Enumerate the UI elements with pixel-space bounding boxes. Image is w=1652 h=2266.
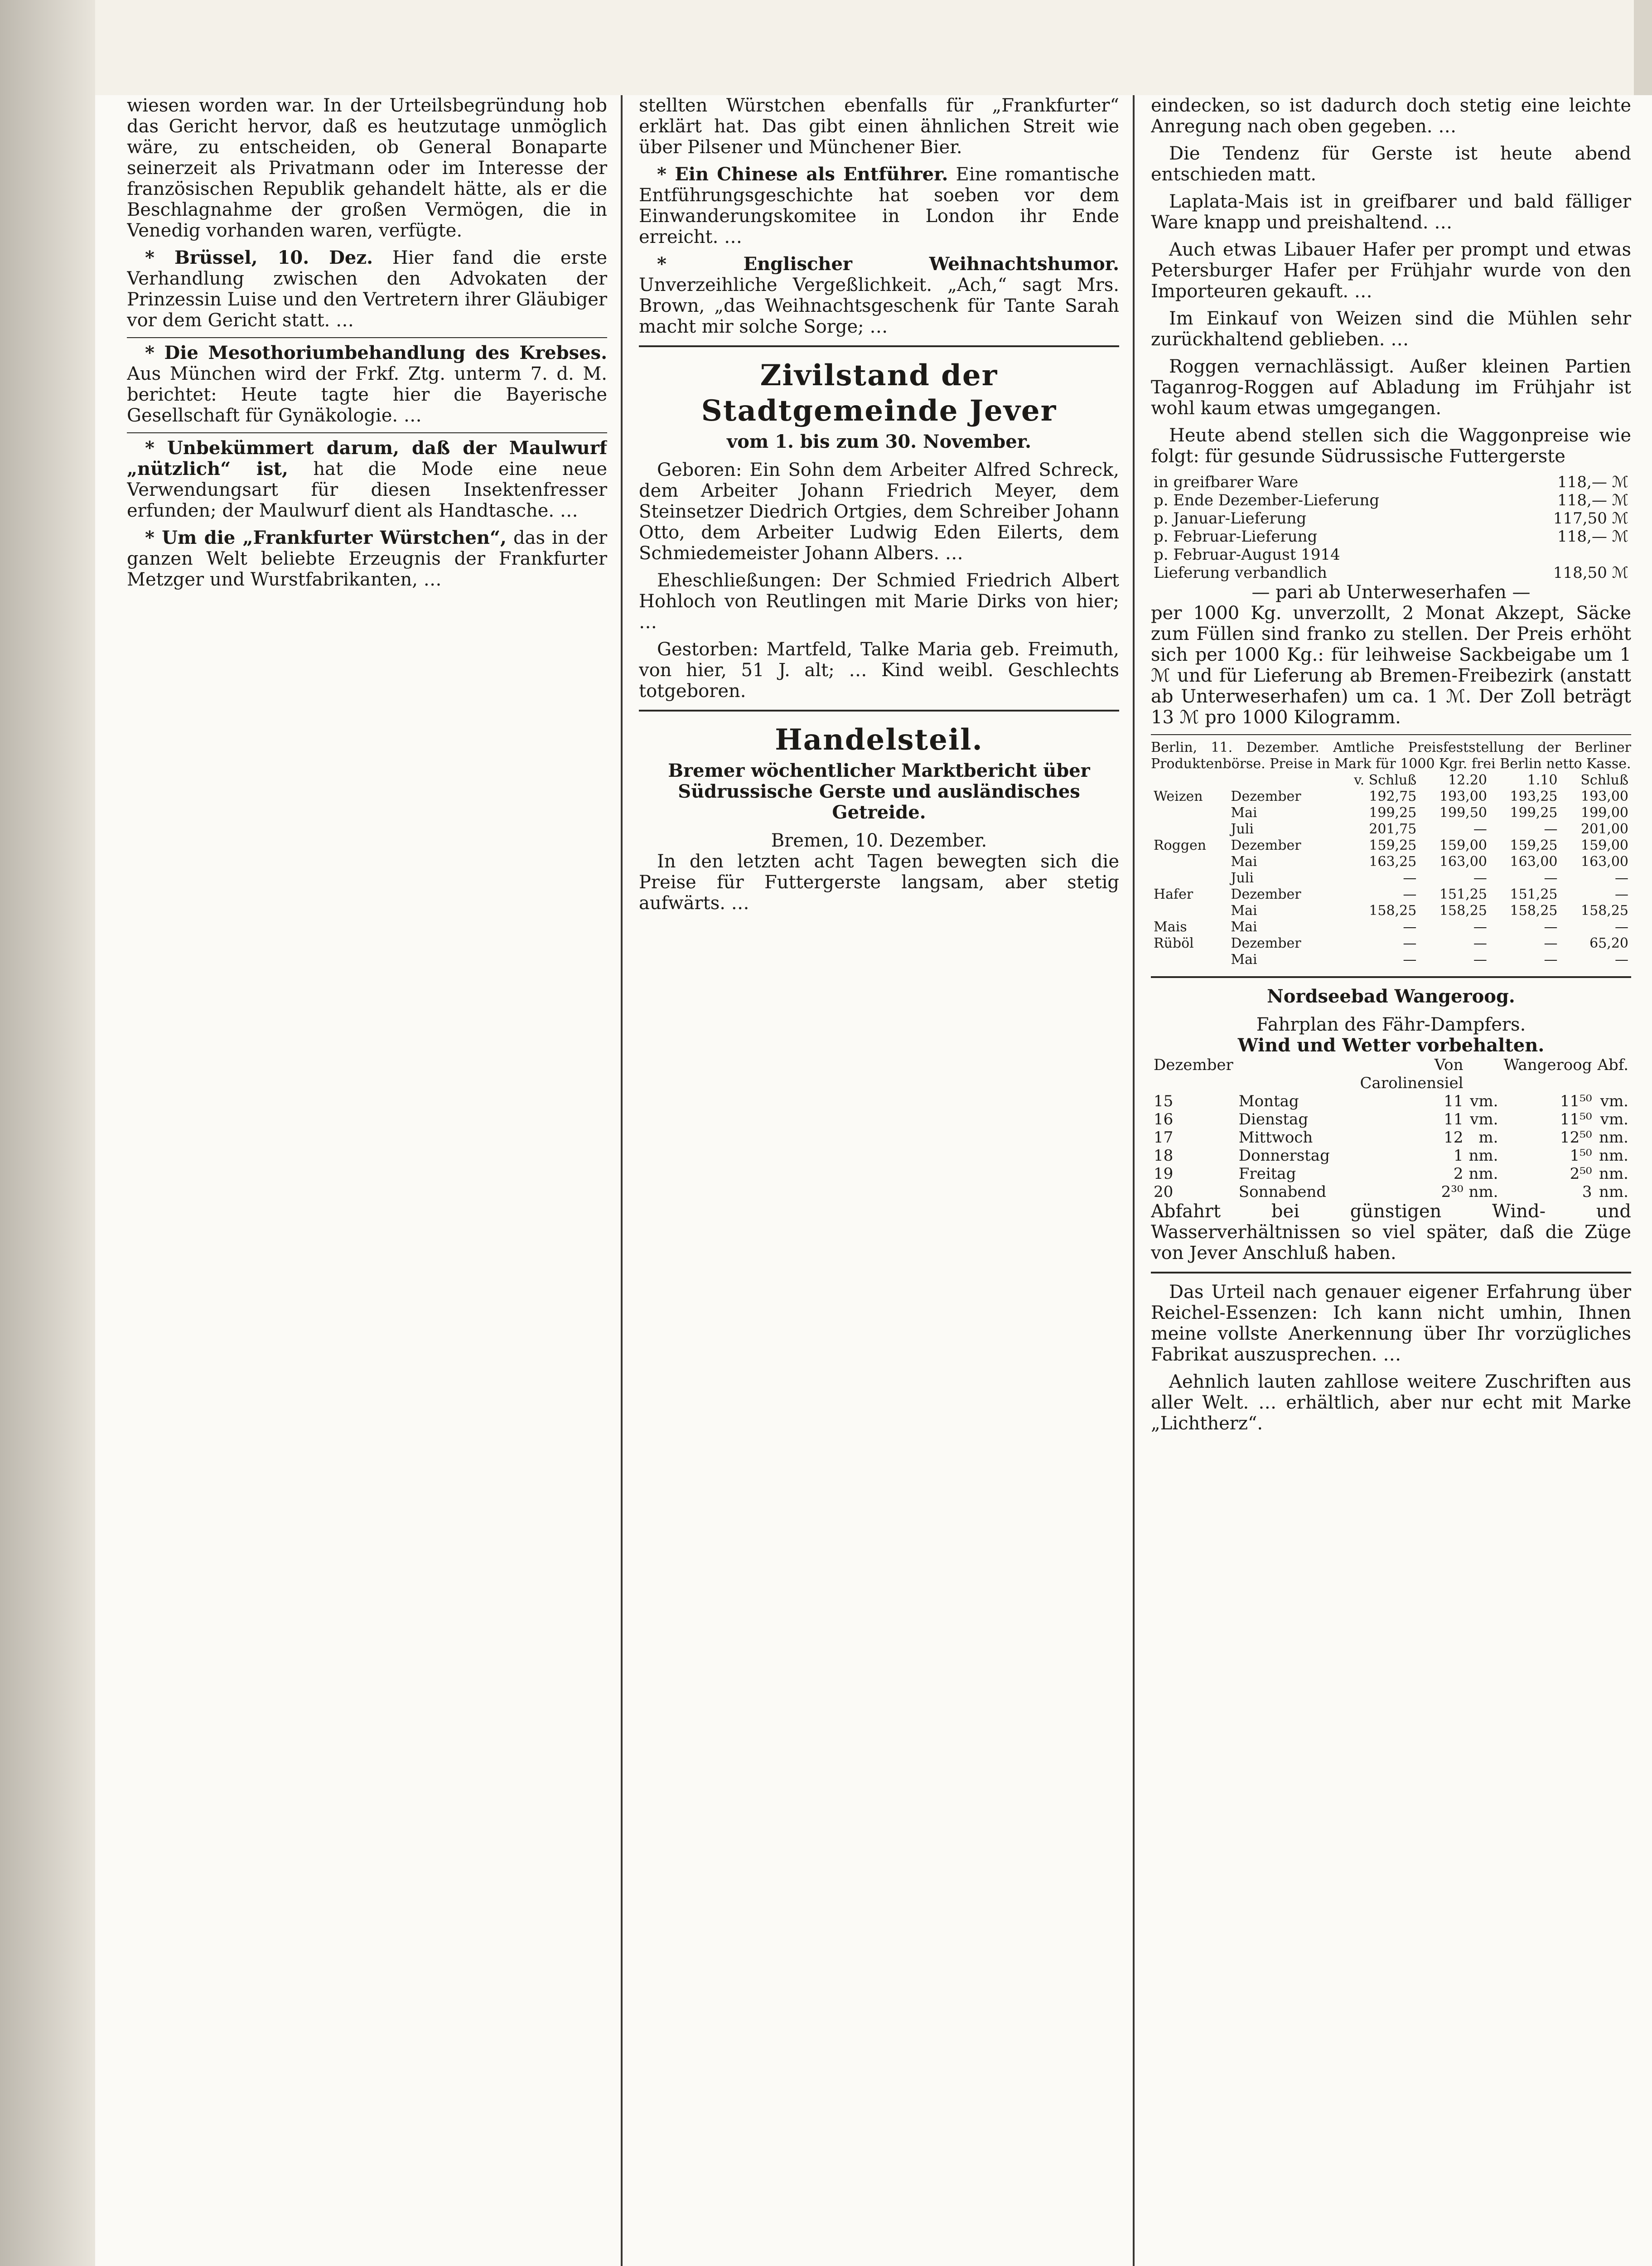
article-frankfurter	[127, 528, 607, 590]
wangeroog-subtitle: Fahrplan des Fähr-Dampfers.	[1256, 1014, 1526, 1035]
berlin-row	[1151, 935, 1631, 952]
divider	[127, 432, 607, 433]
berlin-row-cell: 193,25	[1510, 789, 1558, 804]
waggon-row-cell: 118,— ℳ	[1557, 528, 1628, 546]
wangeroog-row	[1151, 1147, 1631, 1165]
wangeroog-row-cell: 12⁵⁰	[1560, 1128, 1592, 1147]
waggon-intro: Heute abend stellen sich die Waggonpreise wie folgt: für gesunde Südrussische Futtergerste	[1151, 425, 1631, 467]
wangeroog-row-cell: nm.	[1599, 1165, 1628, 1183]
waggon-price-table	[1151, 473, 1631, 582]
berlin-row-cell: Mai	[1231, 919, 1257, 935]
berlin-price-table	[1151, 772, 1631, 968]
wangeroog-row-cell: Dezember	[1154, 1056, 1233, 1074]
report-tendenz: Die Tendenz für Gerste ist heute abend entschieden matt.	[1151, 143, 1631, 185]
berlin-row-cell: —	[1403, 870, 1417, 886]
berlin-row-cell: 163,25	[1369, 854, 1417, 870]
berlin-row-cell: —	[1473, 935, 1487, 951]
report-dateline: Bremen, 10. Dezember.	[771, 830, 987, 851]
newspaper-page	[95, 95, 1652, 2266]
report-libauer: Auch etwas Libauer Hafer per prompt und etwas Petersburger Hafer per Frühjahr wurde von den Importeuren gekauft. …	[1151, 239, 1631, 302]
article-continuation: wiesen worden war. In der Urteilsbegründung hob das Gericht hervor, daß es heutzutage unmöglich wäre, zu entscheiden, ob General Bonaparte seinerzeit als Privatmann oder im Interesse der französischen Republik gehandelt hätte, als er die Beschlagnahme der großen Vermögen, die in Venedig vorhanden waren, verfügte.	[127, 95, 607, 241]
berlin-row-cell: 199,25	[1510, 805, 1558, 821]
berlin-row-cell: 12.20	[1448, 772, 1487, 788]
berlin-row-cell	[1151, 821, 1228, 838]
berlin-row-cell: Schluß	[1580, 772, 1628, 788]
berlin-heading: Berlin, 11. Dezember. Amtliche Preisfeststellung der Berliner Produktenbörse. Preise in Mark für 1000 Kgr. frei Berlin netto Kasse.	[1151, 740, 1631, 772]
berlin-row-cell: 151,25	[1439, 886, 1487, 902]
waggon-row-cell: p. Ende Dezember-Lieferung	[1154, 491, 1380, 509]
waggon-pari: — pari ab Unterweserhafen —	[1251, 582, 1531, 603]
divider	[639, 345, 1119, 347]
wangeroog-row	[1151, 1128, 1631, 1147]
zivil-geboren: Geboren: Ein Sohn dem Arbeiter Alfred Schreck, dem Arbeiter Johann Friedrich Meyer, dem Steinsetzer Diedrich Ortgies, dem Schreiber Johann Otto, dem Arbeiter Ludwig Eden Eilerts, dem Schmiedemeister Johann Albers. …	[639, 460, 1119, 564]
wangeroog-row-cell: nm.	[1468, 1147, 1498, 1165]
berlin-row-cell: 158,25	[1510, 903, 1558, 919]
berlin-row-cell: Weizen	[1154, 789, 1203, 804]
wangeroog-row-cell: vm.	[1600, 1110, 1628, 1128]
article-heading: * Brüssel, 10. Dez.	[145, 247, 373, 268]
berlin-row-cell: —	[1544, 935, 1558, 951]
wangeroog-row-cell: 12	[1444, 1128, 1464, 1147]
wangeroog-row	[1151, 1092, 1631, 1110]
berlin-row-cell	[1228, 772, 1328, 789]
berlin-row-cell: —	[1473, 919, 1487, 935]
waggon-row	[1151, 473, 1631, 491]
wangeroog-row-cell: 15	[1154, 1092, 1174, 1110]
report-roggen: Roggen vernachlässigt. Außer kleinen Partien Taganrog-Roggen auf Abladung im Frühjahr ist wohl kaum etwas umgegangen.	[1151, 356, 1631, 419]
berlin-row-cell: 163,00	[1581, 854, 1628, 870]
wangeroog-row-cell: Wangeroog	[1503, 1056, 1592, 1074]
berlin-row-cell: 199,00	[1581, 805, 1628, 821]
berlin-row-cell: 163,00	[1510, 854, 1558, 870]
berlin-row-cell: —	[1403, 935, 1417, 951]
wangeroog-row-cell: Abf.	[1597, 1056, 1628, 1074]
waggon-row-cell: 117,50 ℳ	[1553, 509, 1628, 528]
berlin-row-cell: Mai	[1231, 952, 1257, 968]
berlin-row-cell: Dezember	[1231, 886, 1301, 902]
berlin-row-cell: 1.10	[1527, 772, 1558, 788]
wangeroog-row-cell	[1466, 1056, 1501, 1092]
berlin-row-cell: Mais	[1154, 919, 1187, 935]
wangeroog-row-cell: 1	[1453, 1147, 1464, 1165]
berlin-row-cell: 159,00	[1581, 838, 1628, 853]
wangeroog-row-cell: 11	[1444, 1110, 1464, 1128]
berlin-row-cell	[1151, 952, 1228, 968]
berlin-row-cell: —	[1403, 919, 1417, 935]
berlin-row-cell: 193,00	[1581, 789, 1628, 804]
wangeroog-row-cell: Sonnabend	[1238, 1183, 1327, 1201]
wangeroog-row-cell: 11	[1444, 1092, 1464, 1110]
report-laplata: Laplata-Mais ist in greifbarer und bald fälliger Ware knapp und preishaltend. …	[1151, 191, 1631, 233]
divider	[1151, 976, 1631, 978]
berlin-row-cell: 159,25	[1369, 838, 1417, 853]
wangeroog-row-cell: Freitag	[1238, 1165, 1296, 1183]
column-3	[1151, 95, 1631, 2266]
waggon-row-cell: 118,— ℳ	[1557, 473, 1628, 491]
berlin-row-cell: —	[1473, 821, 1487, 837]
zivil-gestorben: Gestorben: Martfeld, Talke Maria geb. Freimuth, von hier, 51 J. alt; … Kind weibl. Geschlechts totgeboren.	[639, 639, 1119, 702]
article-heading: * Um die „Frankfurter Würstchen“,	[145, 527, 507, 548]
berlin-row-cell	[1151, 772, 1228, 789]
article-heading: * Unbekümmert darum, daß der Maulwurf „nützlich“ ist,	[127, 437, 607, 479]
article-mesothorium	[127, 343, 607, 426]
berlin-row-cell: Hafer	[1154, 886, 1193, 902]
berlin-row-cell: —	[1473, 952, 1487, 968]
section-title-zivilstand: Zivilstand der Stadtgemeinde Jever	[701, 358, 1057, 428]
waggon-row	[1151, 564, 1631, 582]
article-humor	[639, 254, 1119, 337]
wangeroog-row-cell: vm.	[1470, 1110, 1498, 1128]
waggon-row	[1151, 546, 1631, 564]
berlin-row-cell: 151,25	[1510, 886, 1558, 902]
article-body: Eine romantische Entführungsgeschichte hat soeben vor dem Einwanderungskomitee in London ihr Ende erreicht. …	[639, 164, 1119, 247]
berlin-row-cell: v. Schluß	[1354, 772, 1417, 788]
berlin-row-cell: Mai	[1231, 903, 1257, 919]
article-body: Hier fand die erste Verhandlung zwischen den Advokaten der Prinzessin Luise und den Vertretern ihrer Gläubiger vor dem Gericht statt. …	[127, 247, 607, 331]
berlin-row-cell: 163,00	[1439, 854, 1487, 870]
berlin-row-cell: Juli	[1231, 870, 1254, 886]
berlin-row	[1151, 854, 1631, 870]
wangeroog-row-cell: 17	[1154, 1128, 1174, 1147]
divider	[127, 337, 607, 338]
waggon-row-cell: in greifbarer Ware	[1154, 473, 1299, 491]
berlin-row-cell: 199,50	[1439, 805, 1487, 821]
wangeroog-title: Nordseebad Wangeroog.	[1267, 986, 1515, 1007]
wangeroog-row-cell: nm.	[1599, 1128, 1628, 1147]
berlin-row-cell: 192,75	[1369, 789, 1417, 804]
wangeroog-row-cell: 20	[1154, 1183, 1174, 1201]
berlin-row-cell: 159,00	[1439, 838, 1487, 853]
wangeroog-row-cell: Von Carolinensiel	[1360, 1056, 1464, 1092]
divider	[1151, 1272, 1631, 1273]
berlin-row-cell: Juli	[1231, 821, 1254, 837]
section-title-handelsteil: Handelsteil.	[775, 723, 983, 757]
berlin-row-cell: —	[1615, 870, 1628, 886]
waggon-row	[1151, 528, 1631, 546]
berlin-row	[1151, 870, 1631, 886]
berlin-row-cell: 158,25	[1369, 903, 1417, 919]
berlin-row-cell: —	[1544, 919, 1558, 935]
column-rule	[621, 95, 623, 2266]
berlin-row-cell: —	[1473, 870, 1487, 886]
wangeroog-row-cell: 19	[1154, 1165, 1174, 1183]
berlin-row-cell: 158,25	[1581, 903, 1628, 919]
waggon-row-cell: p. Februar-Lieferung	[1154, 528, 1318, 546]
wangeroog-note: Abfahrt bei günstigen Wind- und Wasserverhältnissen so viel später, daß die Züge von Jever Anschluß haben.	[1151, 1201, 1631, 1264]
waggon-row-cell: p. Januar-Lieferung	[1154, 509, 1307, 528]
article-heading: * Die Mesothoriumbehandlung des Krebses.	[145, 342, 607, 363]
column-1	[127, 95, 607, 2266]
berlin-row-cell	[1151, 903, 1228, 919]
berlin-row-cell: 201,00	[1581, 821, 1628, 837]
wangeroog-row-cell: Dienstag	[1238, 1110, 1309, 1128]
wangeroog-row	[1151, 1110, 1631, 1128]
wangeroog-row	[1151, 1183, 1631, 1201]
article-heading: * Englischer Weihnachtshumor.	[657, 253, 1119, 275]
waggon-row-cell	[1507, 546, 1631, 564]
berlin-row-cell: 159,25	[1510, 838, 1558, 853]
berlin-row-cell: —	[1615, 886, 1628, 902]
divider	[1151, 734, 1631, 735]
divider	[639, 710, 1119, 712]
berlin-row-cell: —	[1615, 919, 1628, 935]
article-body: das in der ganzen Welt beliebte Erzeugnis der Frankfurter Metzger und Wurstfabrikanten, …	[127, 528, 607, 590]
wangeroog-row-cell: 11⁵⁰	[1560, 1092, 1592, 1110]
report-continuation: eindecken, so ist dadurch doch stetig eine leichte Anregung nach oben gegeben. …	[1151, 95, 1631, 137]
wangeroog-weather-note: Wind und Wetter vorbehalten.	[1237, 1035, 1545, 1056]
article-body: Unverzeihliche Vergeßlichkeit. „Ach,“ sagt Mrs. Brown, „das Weihnachtsgeschenk für Tante Sarah macht mir solche Sorge; …	[639, 275, 1119, 337]
berlin-row-cell: 201,75	[1369, 821, 1417, 837]
article-bruessel	[127, 247, 607, 331]
wangeroog-row	[1151, 1056, 1631, 1092]
wangeroog-row-cell: Montag	[1238, 1092, 1299, 1110]
wangeroog-row-cell: vm.	[1470, 1092, 1498, 1110]
column-2	[639, 95, 1119, 2266]
berlin-row-cell: —	[1403, 886, 1417, 902]
berlin-row-cell: —	[1403, 952, 1417, 968]
article-body: Aus München wird der Frkf. Ztg. unterm 7. d. M. berichtet: Heute tagte hier die Bayerische Gesellschaft für Gynäkologie. …	[127, 363, 607, 426]
berlin-row-cell	[1151, 805, 1228, 821]
wangeroog-row-cell: nm.	[1468, 1165, 1498, 1183]
waggon-note: per 1000 Kg. unverzollt, 2 Monat Akzept, Säcke zum Füllen sind franko zu stellen. Der Preis erhöht sich per 1000 Kg.: für leihweise Sackbeigabe um 1 ℳ und für Lieferung ab Bremen-Freibezirk (anstatt ab Unterweserhafen) um ca. 1 ℳ. Der Zoll beträgt 13 ℳ pro 1000 Kilogramm.	[1151, 603, 1631, 728]
wangeroog-row-cell: 1⁵⁰	[1570, 1147, 1592, 1165]
wangeroog-row-cell: 11⁵⁰	[1560, 1110, 1592, 1128]
wangeroog-row-cell: nm.	[1599, 1147, 1628, 1165]
berlin-row	[1151, 919, 1631, 935]
berlin-row-cell	[1151, 870, 1228, 886]
berlin-row-cell: —	[1544, 821, 1558, 837]
waggon-row-cell: 118,50 ℳ	[1553, 564, 1628, 582]
berlin-row	[1151, 952, 1631, 968]
article-maulwurf	[127, 438, 607, 521]
article-continuation: stellten Würstchen ebenfalls für „Frankfurter“ erklärt hat. Das gibt einen ähnlichen Streit wie über Pilsener und Münchener Bier.	[639, 95, 1119, 158]
berlin-row	[1151, 789, 1631, 805]
article-body: hat die Mode eine neue Verwendungsart für diesen Insektenfresser erfunden; der Maulwurf dient als Handtasche. …	[127, 459, 607, 521]
article-heading: * Ein Chinese als Entführer.	[657, 164, 948, 185]
berlin-row-cell: Mai	[1231, 805, 1257, 821]
waggon-row	[1151, 491, 1631, 509]
berlin-row	[1151, 903, 1631, 919]
wangeroog-row-cell: vm.	[1600, 1092, 1628, 1110]
page-shadow	[0, 0, 95, 2266]
berlin-row-cell: Dezember	[1231, 789, 1301, 804]
wangeroog-row-cell	[1236, 1056, 1333, 1092]
wangeroog-timetable	[1151, 1056, 1631, 1201]
berlin-row-cell: 65,20	[1589, 935, 1628, 951]
berlin-row-cell: Dezember	[1231, 935, 1301, 951]
berlin-row	[1151, 886, 1631, 903]
wangeroog-row-cell: Donnerstag	[1238, 1147, 1330, 1165]
wangeroog-row	[1151, 1165, 1631, 1183]
berlin-row	[1151, 821, 1631, 838]
berlin-row	[1151, 838, 1631, 854]
berlin-row-cell: —	[1615, 952, 1628, 968]
berlin-row-cell: Rüböl	[1154, 935, 1194, 951]
waggon-row-cell: Lieferung verbandlich	[1154, 564, 1327, 582]
wangeroog-row-cell: 2³⁰	[1441, 1183, 1464, 1201]
advert-urteil: Das Urteil nach genauer eigener Erfahrung über Reichel-Essenzen: Ich kann nicht umhin, Ihnen meine vollste Anerkennung über Ihr vorzügliches Fabrikat auszusprechen. …	[1151, 1282, 1631, 1365]
berlin-row-cell: Roggen	[1154, 838, 1207, 853]
zivil-ehe: Eheschließungen: Der Schmied Friedrich Albert Hohloch von Reutlingen mit Marie Dirks von hier; …	[639, 570, 1119, 633]
berlin-row-cell	[1151, 854, 1228, 870]
advert-aehnlich: Aehnlich lauten zahllose weitere Zuschriften aus aller Welt. … erhältlich, aber nur echt mit Marke „Lichtherz“.	[1151, 1371, 1631, 1434]
report-body: In den letzten acht Tagen bewegten sich die Preise für Futtergerste langsam, aber stetig aufwärts. …	[639, 851, 1119, 914]
wangeroog-row-cell: 2	[1453, 1165, 1464, 1183]
column-rule	[1133, 95, 1135, 2266]
report-heading: Bremer wöchentlicher Marktbericht über Südrussische Gerste und ausländisches Getreide.	[668, 760, 1090, 823]
wangeroog-row-cell: nm.	[1468, 1183, 1498, 1201]
berlin-row	[1151, 772, 1631, 789]
berlin-row-cell: Mai	[1231, 854, 1257, 870]
berlin-row-cell: 193,00	[1439, 789, 1487, 804]
waggon-row	[1151, 509, 1631, 528]
waggon-row-cell: p. Februar-August 1914	[1154, 546, 1340, 564]
wangeroog-row-cell: 16	[1154, 1110, 1174, 1128]
berlin-row-cell: Dezember	[1231, 838, 1301, 853]
berlin-row-cell: 158,25	[1439, 903, 1487, 919]
wangeroog-row-cell: Mittwoch	[1238, 1128, 1313, 1147]
berlin-row-cell: —	[1544, 870, 1558, 886]
wangeroog-row-cell: 2⁵⁰	[1570, 1165, 1592, 1183]
report-weizen: Im Einkauf von Weizen sind die Mühlen sehr zurückhaltend geblieben. …	[1151, 308, 1631, 350]
berlin-row	[1151, 805, 1631, 821]
section-subtitle: vom 1. bis zum 30. November.	[726, 431, 1032, 452]
berlin-row-cell: —	[1544, 952, 1558, 968]
berlin-row-cell: 199,25	[1369, 805, 1417, 821]
wangeroog-row-cell: m.	[1478, 1128, 1498, 1147]
article-chinese	[639, 164, 1119, 247]
waggon-row-cell: 118,— ℳ	[1557, 491, 1628, 509]
wangeroog-row-cell: nm.	[1599, 1183, 1628, 1201]
wangeroog-row-cell: 18	[1154, 1147, 1174, 1165]
wangeroog-row-cell: 3	[1582, 1183, 1592, 1201]
